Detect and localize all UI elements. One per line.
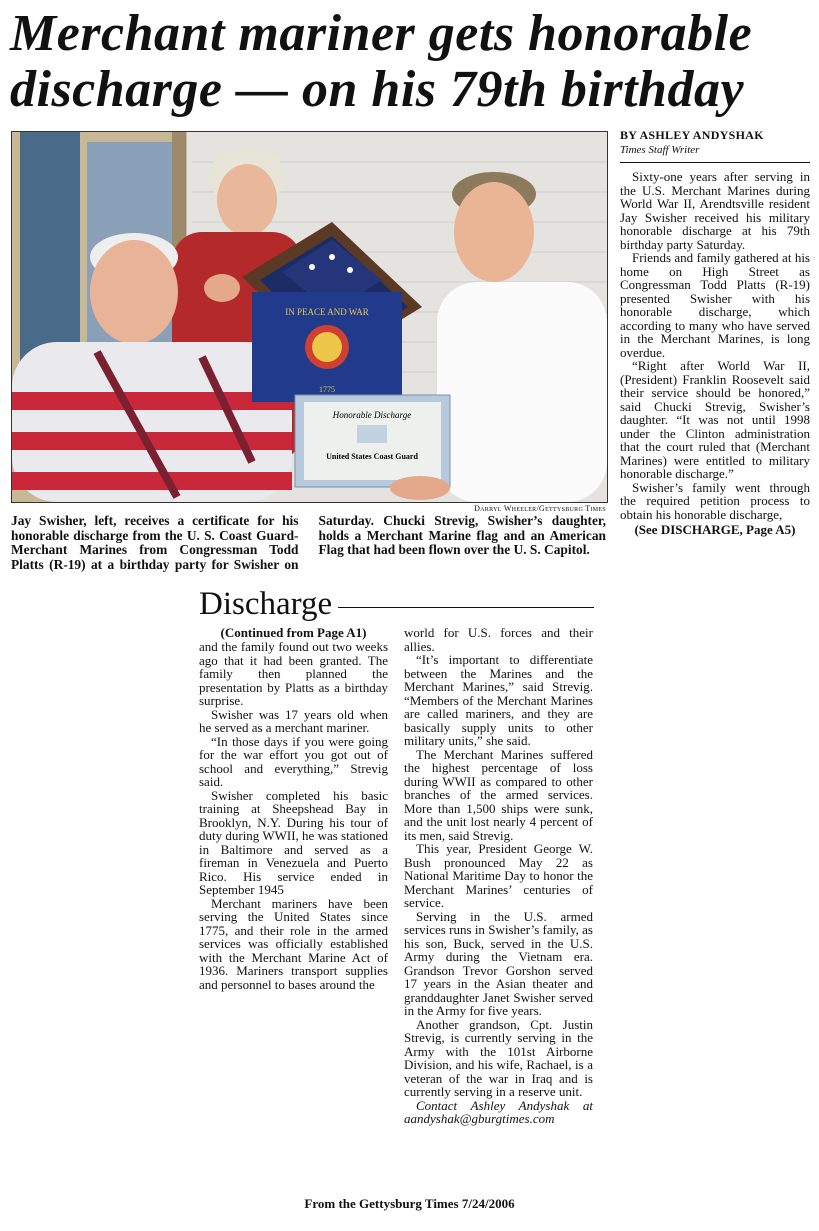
- certificate-subtitle: United States Coast Guard: [326, 452, 418, 461]
- certificate-title: Honorable Discharge: [332, 410, 412, 420]
- article-paragraph: and the family found out two weeks ago that it had been granted. The family then planned the presentation by Platts as a birthday surprise.: [199, 639, 388, 708]
- jump-title-rule: [338, 607, 594, 608]
- photo-caption: Jay Swisher, left, receives a certificate for his honorable discharge from the U. S. Coast Guard-Merchant Marines from Congressman Todd Platts (R-19) at a birthday party for Swisher on Saturday. Chucki Strevig, Swisher’s daughter, holds a Merchant Marine flag and an American Flag that had been flown over the U. S. Capitol.: [11, 513, 606, 572]
- article-paragraph: Swisher was 17 years old when he served as a merchant mariner.: [199, 706, 388, 735]
- jump-column-1: [199, 626, 388, 991]
- article-paragraph: Friends and family gathered at his home on High Street as Congressman Todd Platts (R-19) presented Swisher with his honorable discharge, which according to many who have served in the Merchant Marines, is long overdue.: [620, 250, 810, 360]
- flag-year: 1775: [319, 385, 335, 394]
- article-paragraph: “Right after World War II, (President) Franklin Roosevelt said their service should be honored,” said Chucki Strevig, Swisher’s daughter. “It was not until 1998 under the Clinton administration that the court ruled that (Merchant Marines) were entitled to military honorable discharge.”: [620, 358, 810, 481]
- article-paragraph: “In those days if you were going for the war effort you got out of school and everything,” Strevig said.: [199, 733, 388, 789]
- article-paragraph: The Merchant Marines suffered the highest percentage of loss during WWII as compared to other branches of the armed services. More than 1,500 ships were sunk, and the unit lost nearly 4 percent of its men, said Strevig.: [404, 746, 593, 843]
- front-page-column: [620, 170, 810, 538]
- byline-author: BY ASHLEY ANDYSHAK: [620, 128, 764, 142]
- news-photo: [11, 131, 608, 503]
- article-paragraph: Another grandson, Cpt. Justin Strevig, is currently serving in the Army with the 101st Airborne Division, and his wife, Rachael, is a veteran of the war in Iraq and is currently serving in a reserve unit.: [404, 1016, 593, 1099]
- article-paragraph: This year, President George W. Bush pronounced May 22 as National Maritime Day to honor the Merchant Marines’ centuries of service.: [404, 841, 593, 910]
- article-paragraph: “It’s important to differentiate between the Marines and the Merchant Marines,” said Strevig. “Members of the Merchant Marines are called mariners, and they are basically supply units to other military units,” she said.: [404, 652, 593, 748]
- article-paragraph: world for U.S. forces and their allies.: [404, 625, 593, 654]
- article-paragraph: Merchant mariners have been serving the United States since 1775, and their role in the armed services was officially established with the Merchant Marine Act of 1936. Mariners transport supplies and personnel to bases around the: [199, 895, 388, 992]
- byline-block: [620, 128, 810, 163]
- article-paragraph: Swisher completed his basic training at Sheepshead Bay in Brooklyn, N.Y. During his tour of duty during WWII, he was stationed in Baltimore and served as a fireman in Venezuela and Puerto Rico. His service ended in September 1945: [199, 787, 388, 897]
- source-footer: From the Gettysburg Times 7/24/2006: [304, 1196, 515, 1211]
- byline-rule: [620, 162, 810, 163]
- jump-header: [199, 584, 594, 624]
- jump-title: Discharge: [199, 586, 333, 622]
- photo-credit: Darryl Wheeler/Gettysburg Times: [474, 504, 606, 513]
- article-paragraph: Sixty-one years after serving in the U.S. Merchant Marines during World War II, Arendtsville resident Jay Swisher received his military honorable discharge at his 79th birthday party Saturday.: [620, 169, 810, 252]
- jump-reference: (See DISCHARGE, Page A5): [634, 522, 796, 537]
- headline: Merchant mariner gets honorable discharge — on his 79th birthday: [10, 5, 753, 118]
- article-paragraph: Swisher’s family went through the required petition process to obtain his honorable discharge,: [620, 479, 810, 522]
- byline-title: Times Staff Writer: [620, 144, 700, 156]
- flag-motto: IN PEACE AND WAR: [285, 307, 369, 317]
- continued-from: (Continued from Page A1): [220, 625, 367, 640]
- contact-line: Contact Ashley Andyshak at aandyshak@gburgtimes.com: [404, 1097, 593, 1126]
- jump-column-2: [404, 626, 593, 1126]
- article-paragraph: Serving in the U.S. armed services runs in Swisher’s family, as his son, Buck, served in the U.S. Army during the Vietnam era. Grandson Trevor Gorshon served 17 years in the Asian theater and granddaughter Janet Swisher served in the Army for five years.: [404, 908, 593, 1018]
